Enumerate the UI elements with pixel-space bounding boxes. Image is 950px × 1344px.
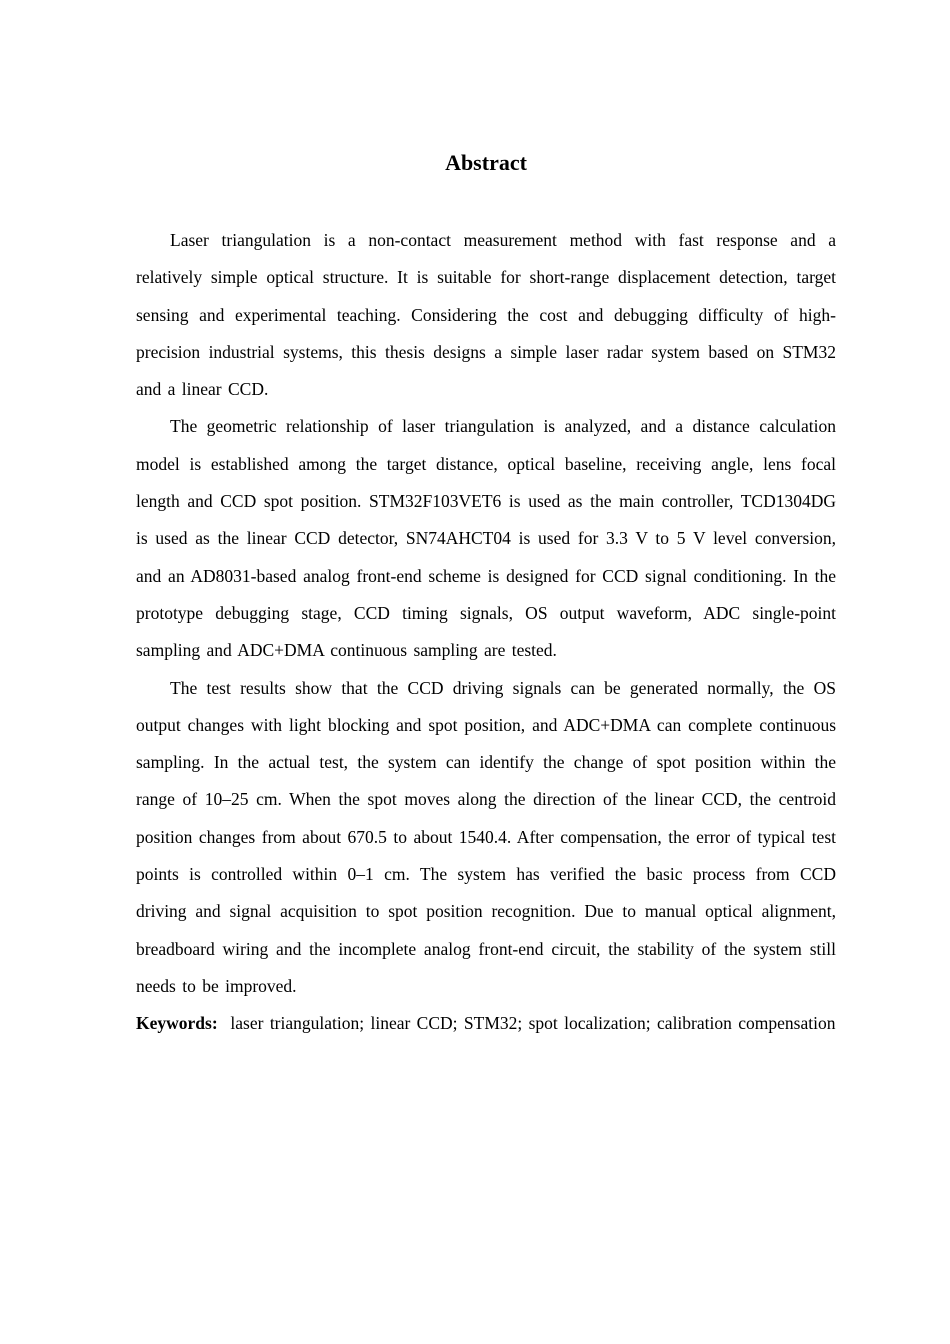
abstract-paragraph-3: The test results show that the CCD driving signals can be generated normally, the OS output changes with light blocking and spot position, and ADC+DMA can complete continuous sampling. In the actual test, the system can identify the change of spot position within the range of 10–25 cm. When the spot moves along the direction of the linear CCD, the centroid position changes from about 670.5 to about 1540.4. After compensation, the error of typical test points is controlled within 0–1 cm. The system has verified the basic process from CCD driving and signal acquisition to spot position recognition. Due to manual optical alignment, breadboard wiring and the incomplete analog front-end circuit, the stability of the system still needs to be improved. — [136, 677, 836, 996]
abstract-body — [136, 222, 836, 1036]
abstract-paragraph-2: The geometric relationship of laser triangulation is analyzed, and a distance calculation model is established among the target distance, optical baseline, receiving angle, lens focal length and CCD spot position. STM32F103VET6 is used as the main controller, TCD1304DG is used as the linear CCD detector, SN74AHCT04 is used for 3.3 V to 5 V level conversion, and an AD8031-based analog front-end scheme is designed for CCD signal conditioning. In the prototype debugging stage, CCD timing signals, OS output waveform, ADC single-point sampling and ADC+DMA continuous sampling are tested. — [136, 416, 836, 661]
keywords-text: laser triangulation; linear CCD; STM32; spot localization; calibration compensation — [230, 1013, 836, 1034]
abstract-paragraph-1: Laser triangulation is a non-contact measurement method with fast response and a relatively simple optical structure. It is suitable for short-range displacement detection, target sensing and experimental teaching. Considering the cost and debugging difficulty of high-precision industrial systems, this thesis designs a simple laser radar system based on STM32 and a linear CCD. — [136, 230, 836, 400]
keywords-line — [136, 1005, 836, 1036]
abstract-title: Abstract — [445, 150, 527, 175]
keywords-label: Keywords: — [136, 1013, 218, 1034]
